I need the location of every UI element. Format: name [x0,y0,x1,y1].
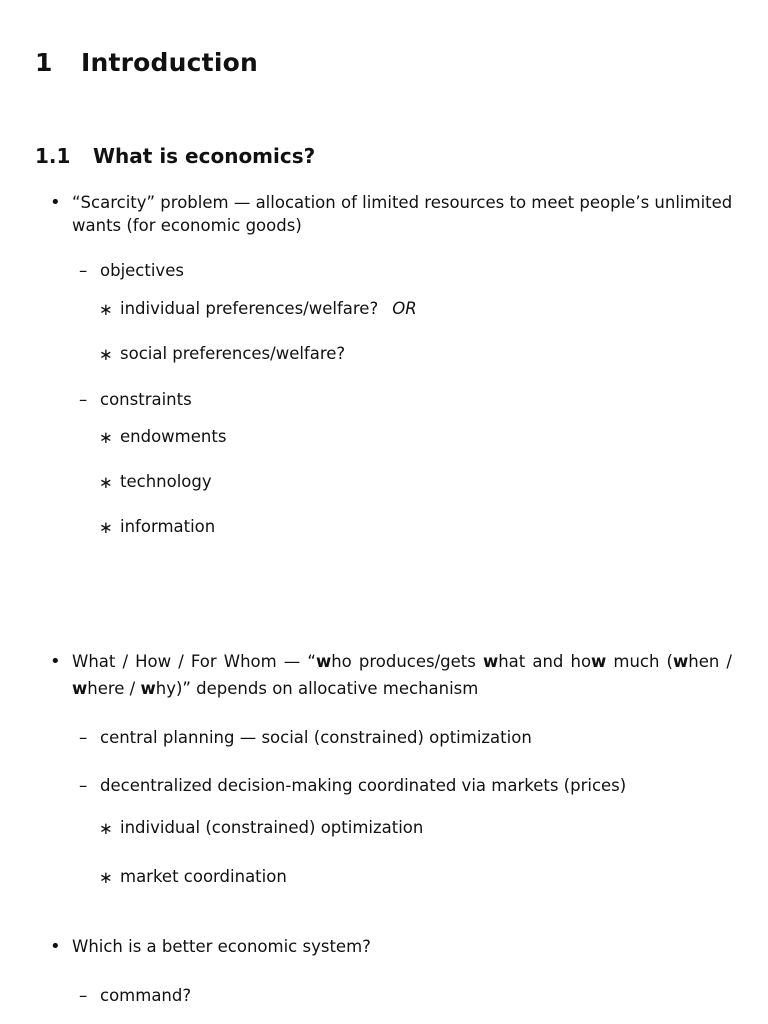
star-marker: ∗ [99,345,113,364]
decentralized-item: decentralized decision-making coordinated via markets (prices) [100,776,627,795]
central-planning-item: central planning — social (constrained) optimization [100,728,532,747]
star-marker: ∗ [99,300,113,319]
better-system-item: Which is a better economic system? [72,937,371,956]
star-marker: ∗ [99,428,113,447]
scarcity-line-2: wants (for economic goods) [72,216,302,235]
subsection-number: 1.1 [35,144,71,168]
bullet-marker: • [50,936,61,957]
command-item: command? [100,986,192,1005]
section-title: Introduction [81,48,258,77]
section-heading [35,48,258,77]
constraint-endowments: endowments [120,427,227,446]
bullet-marker: • [50,192,61,213]
dash-marker: – [79,261,88,280]
objective-individual: individual preferences/welfare? OR [120,299,417,318]
constraint-information: information [120,517,216,536]
or-label: OR [392,299,417,318]
dash-marker: – [79,986,88,1005]
scarcity-line-1: “Scarcity” problem — allocation of limited resources to meet people’s unlimited [72,193,733,212]
constraints-item: constraints [100,390,192,409]
objectives-item: objectives [100,261,184,280]
what-how-line-2: where / why)” depends on allocative mechanism [72,679,479,698]
section-number: 1 [35,48,53,77]
star-marker: ∗ [99,518,113,537]
what-how-line-1: What / How / For Whom — “who produces/gets what and how much (when / [72,652,732,671]
objective-social: social preferences/welfare? [120,344,346,363]
dash-marker: – [79,728,88,747]
dash-marker: – [79,776,88,795]
subsection-title: What is economics? [93,144,316,168]
star-marker: ∗ [99,868,113,887]
market-coordination-item: market coordination [120,867,287,886]
star-marker: ∗ [99,819,113,838]
dash-marker: – [79,390,88,409]
subsection-heading [35,144,315,168]
constraint-technology: technology [120,472,212,491]
individual-optimization-item: individual (constrained) optimization [120,818,424,837]
star-marker: ∗ [99,473,113,492]
bullet-marker: • [50,651,61,672]
